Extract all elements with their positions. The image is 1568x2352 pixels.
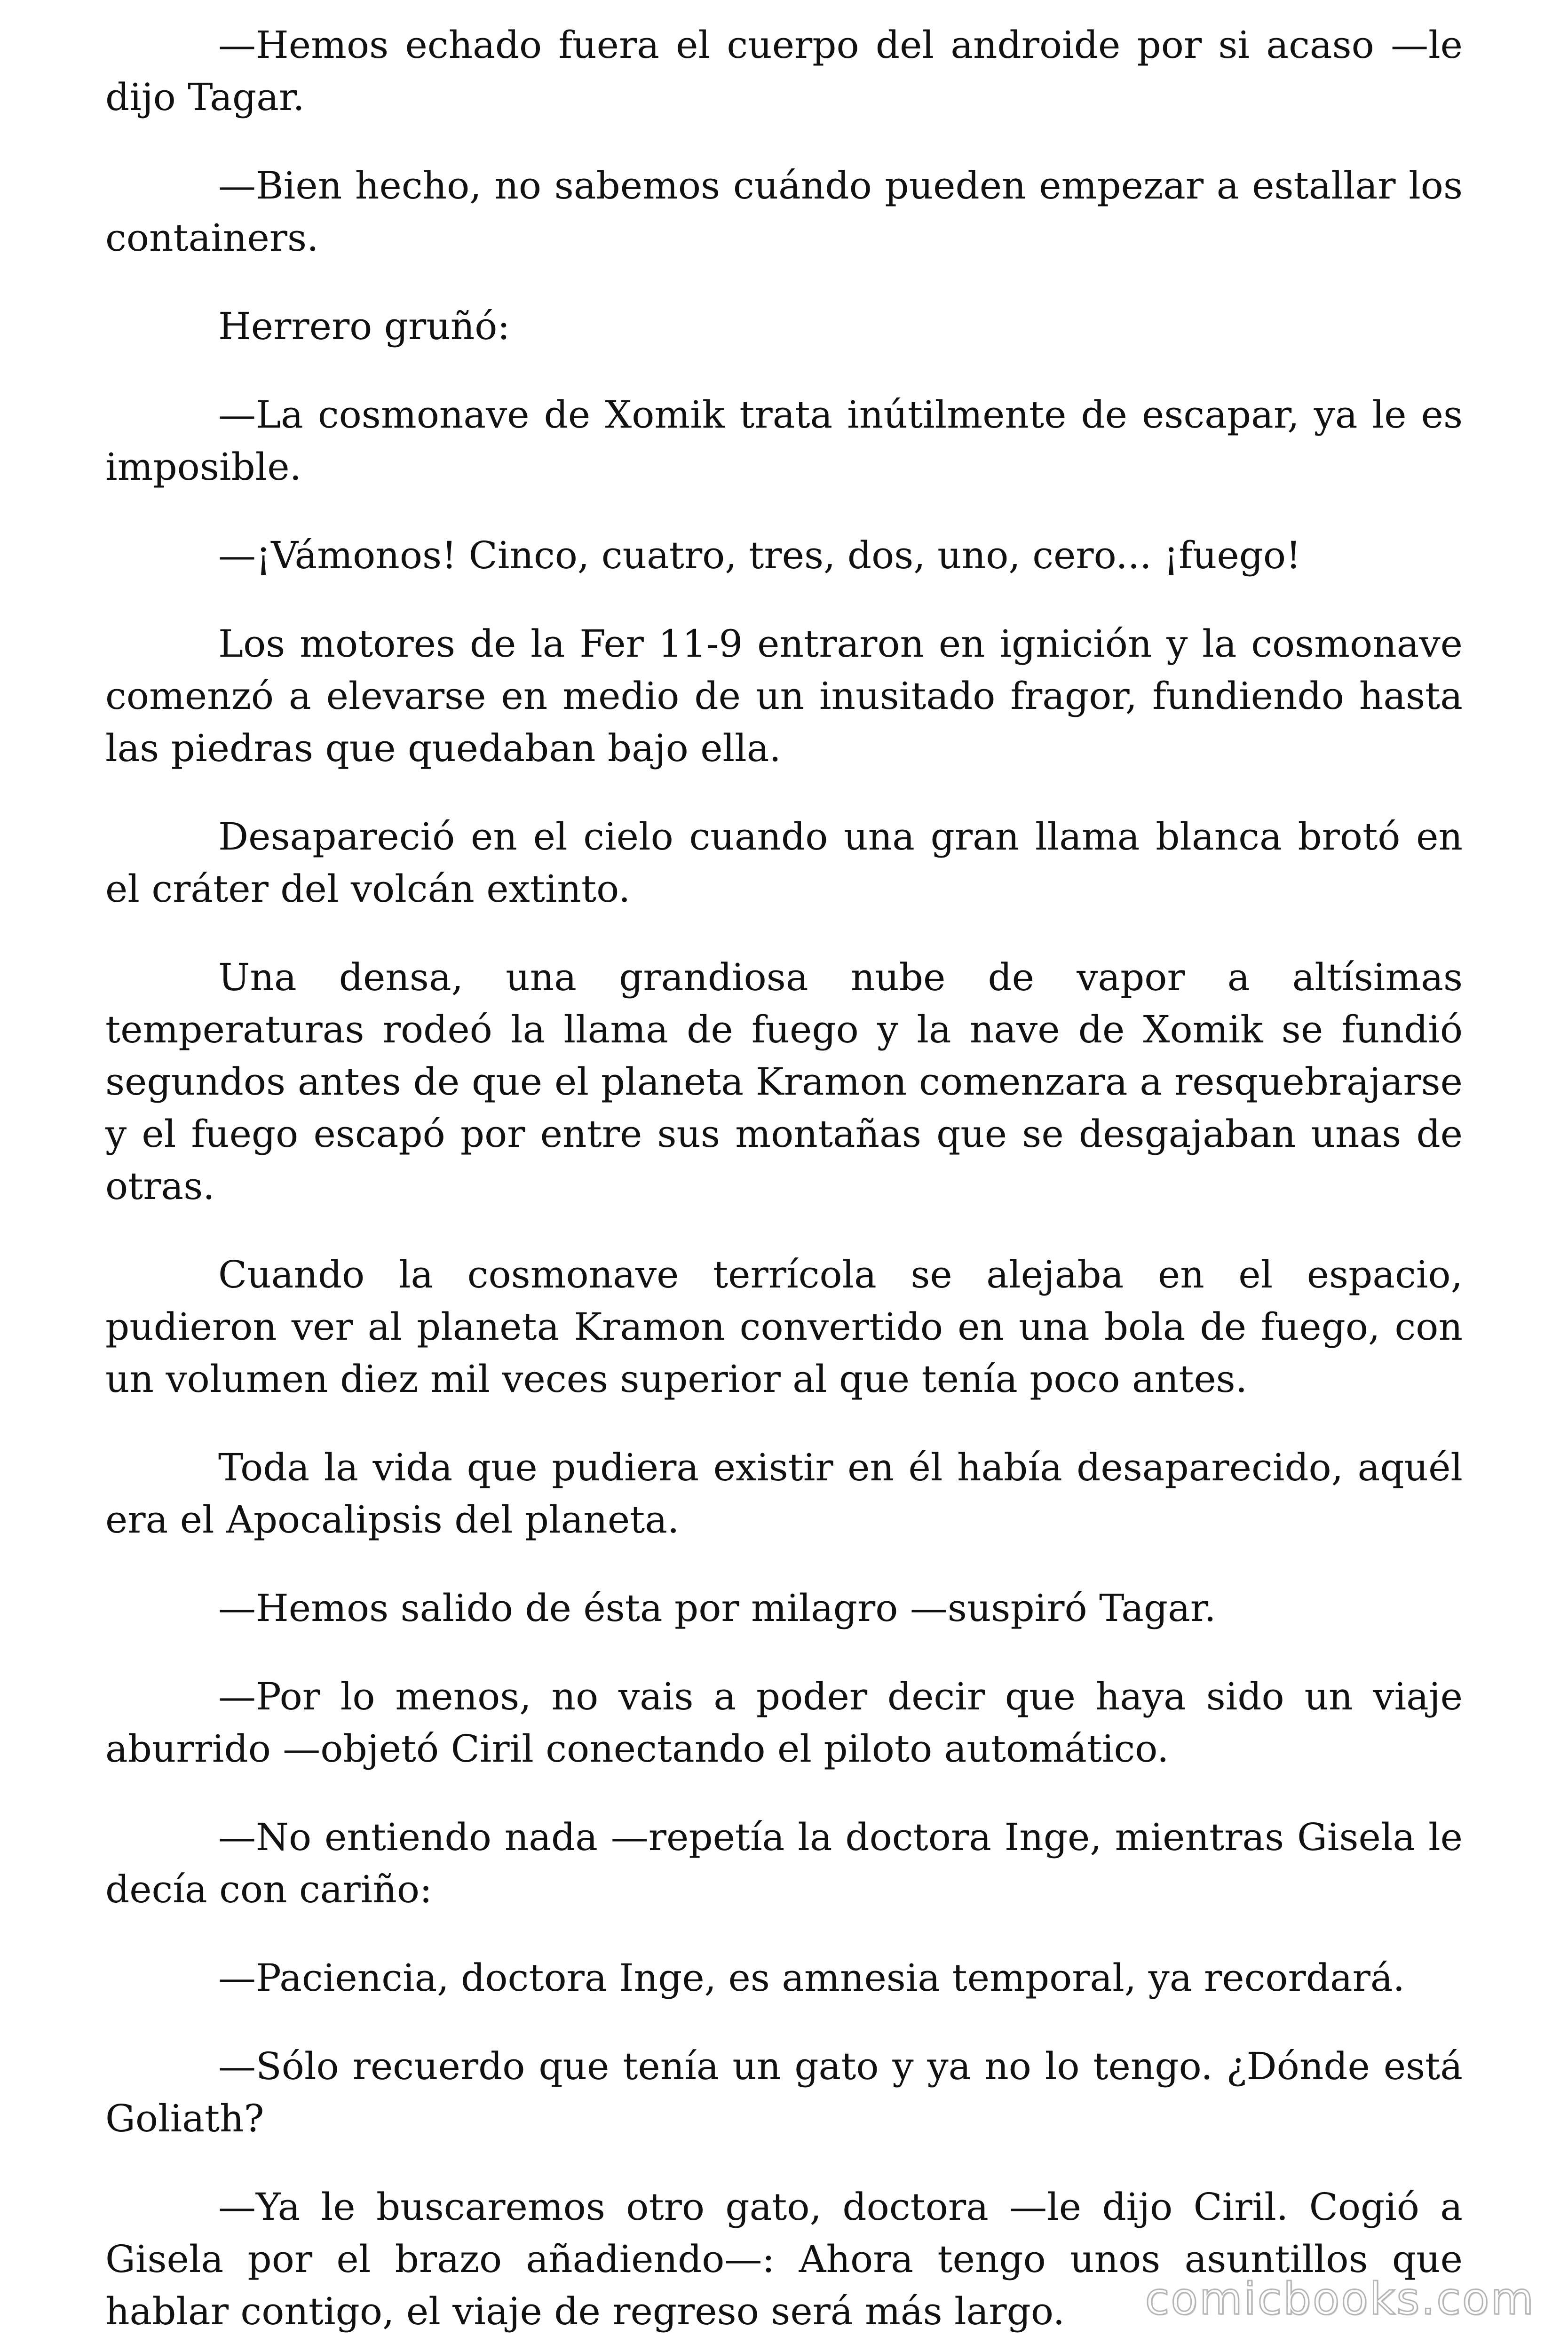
watermark: comicbooks.com: [1145, 2273, 1535, 2325]
paragraph: —Paciencia, doctora Inge, es amnesia temporal, ya recordará.: [218, 1956, 1405, 2000]
paragraph: Herrero gruñó:: [218, 304, 510, 348]
paragraph: —Hemos echado fuera el cuerpo del androide por si acaso —le dijo Tagar.: [105, 23, 1463, 119]
paragraph: —Sólo recuerdo que tenía un gato y ya no lo tengo. ¿Dónde está Goliath?: [105, 2044, 1463, 2140]
paragraph: —La cosmonave de Xomik trata inútilmente de escapar, ya le es imposible.: [105, 393, 1463, 489]
paragraph: —¡Vámonos! Cinco, cuatro, tres, dos, uno, cero... ¡fuego!: [218, 533, 1301, 577]
paragraph: —Hemos salido de ésta por milagro —suspiró Tagar.: [218, 1586, 1216, 1630]
paragraph: Una densa, una grandiosa nube de vapor a altísimas temperaturas rodeó la llama de fuego y la nave de Xomik se fundió segundos antes de que el planeta Kramon comenzara a resquebrajarse y el fuego escapó por entre sus montañas que se desgajaban unas de otras.: [105, 955, 1463, 1208]
paragraph: —No entiendo nada —repetía la doctora Inge, mientras Gisela le decía con cariño:: [105, 1815, 1463, 1911]
paragraph: Desapareció en el cielo cuando una gran llama blanca brotó en el cráter del volcán extinto.: [105, 815, 1463, 911]
paragraph: —Bien hecho, no sabemos cuándo pueden empezar a estallar los containers.: [105, 164, 1463, 260]
page-text: [105, 19, 1463, 2352]
paragraph: Los motores de la Fer 11-9 entraron en ignición y la cosmonave comenzó a elevarse en medio de un inusitado fragor, fundiendo hasta las piedras que quedaban bajo ella.: [105, 622, 1463, 770]
paragraph: Toda la vida que pudiera existir en él había desaparecido, aquél era el Apocalipsis del planeta.: [105, 1446, 1463, 1542]
paragraph: —Ya le buscaremos otro gato, doctora —le dijo Ciril. Cogió a Gisela por el brazo añadiendo—: Ahora tengo unos asuntillos que hablar contigo, el viaje de regreso será más largo.: [105, 2185, 1463, 2333]
paragraph: —Por lo menos, no vais a poder decir que haya sido un viaje aburrido —objetó Ciril conectando el piloto automático.: [105, 1675, 1463, 1771]
paragraph: Cuando la cosmonave terrícola se alejaba en el espacio, pudieron ver al planeta Kramon convertido en una bola de fuego, con un volumen diez mil veces superior al que tenía poco antes.: [105, 1253, 1463, 1401]
